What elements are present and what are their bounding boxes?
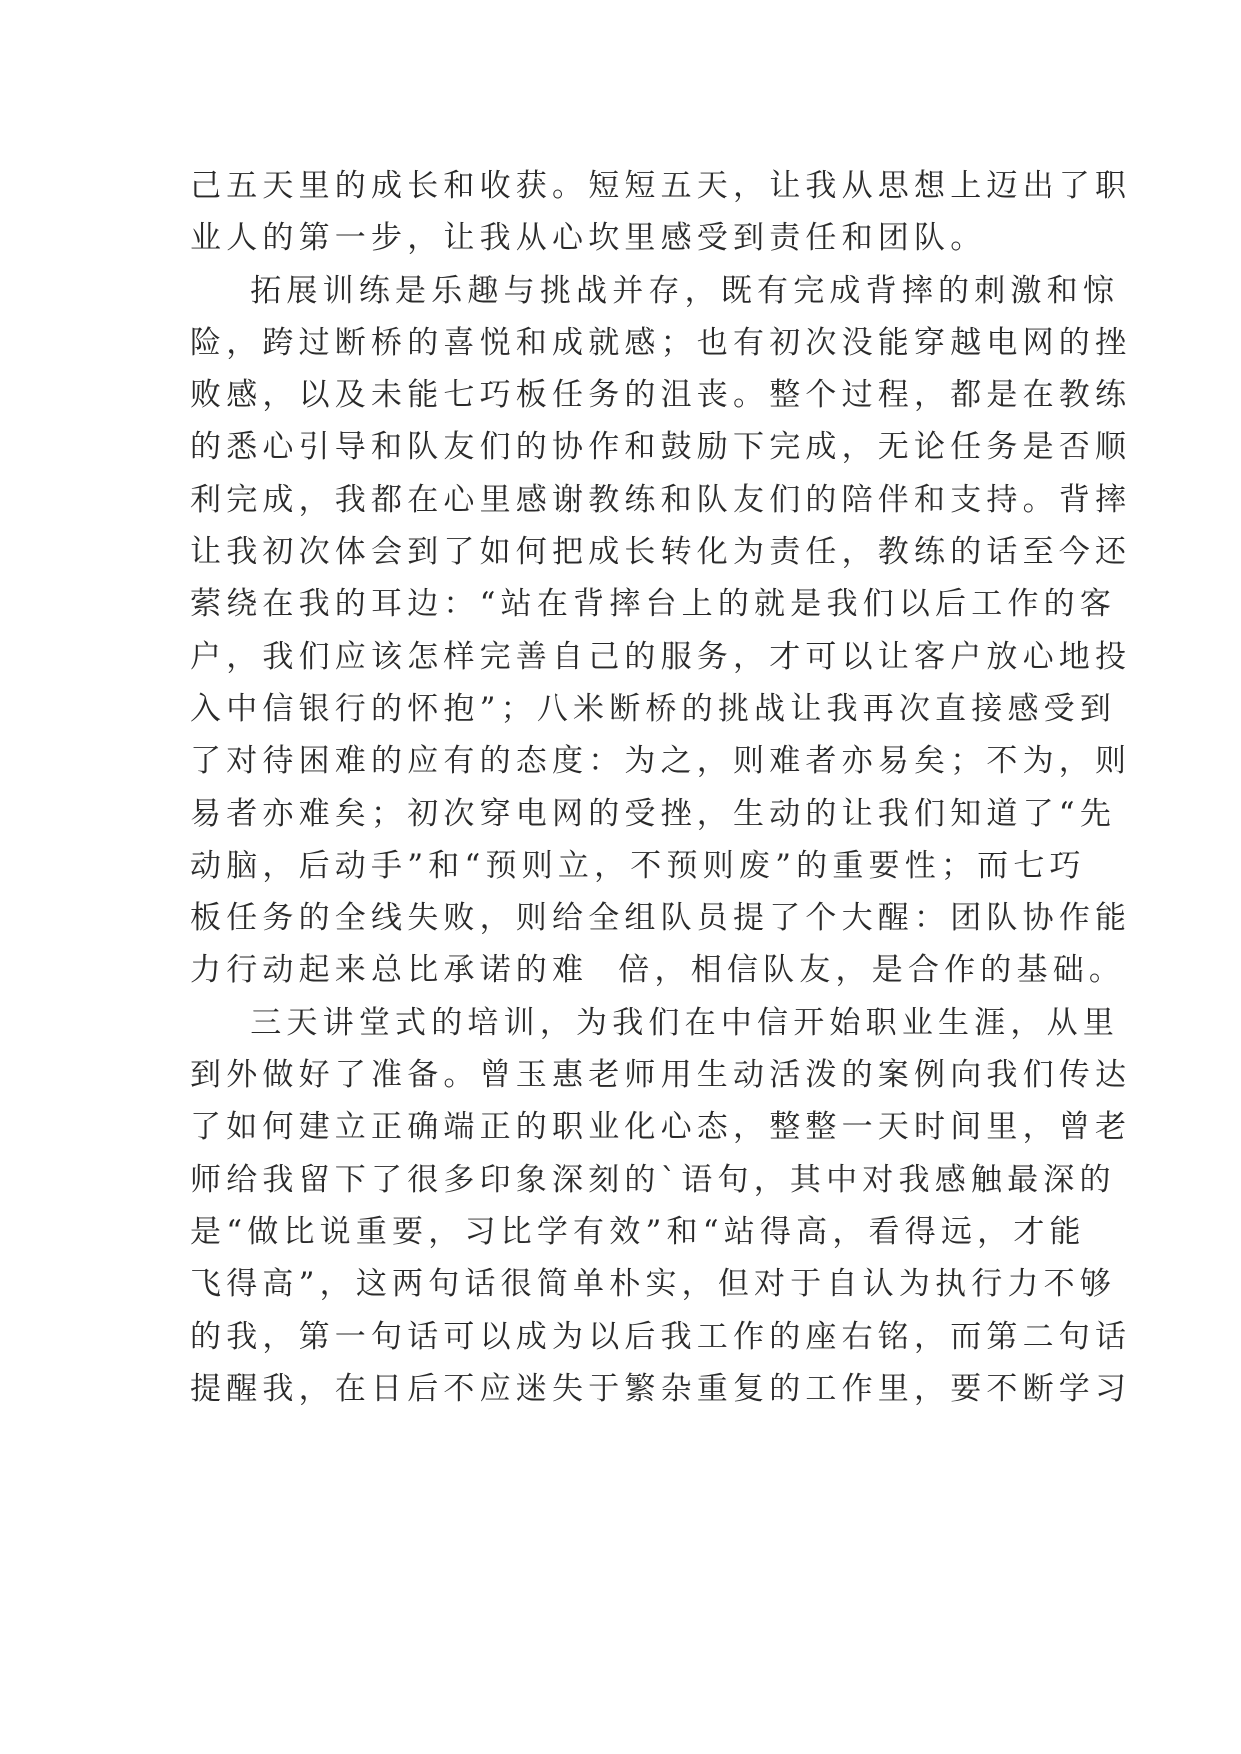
text-line: 险，跨过断桥的喜悦和成就感；也有初次没能穿越电网的挫 xyxy=(190,324,1132,361)
body-text xyxy=(190,160,1132,1415)
text-line: 业人的第一步，让我从心坎里感受到责任和团队。 xyxy=(190,220,987,257)
text-line: 的悉心引导和队友们的协作和鼓励下完成，无论任务是否顺 xyxy=(190,429,1132,466)
text-line: 的我，第一句话可以成为以后我工作的座右铭，而第二句话 xyxy=(190,1318,1132,1355)
text-line: 己五天里的成长和收获。短短五天，让我从思想上迈出了职 xyxy=(190,168,1132,204)
text-line: 让我初次体会到了如何把成长转化为责任，教练的话至今还 xyxy=(190,534,1132,571)
text-line: 了对待困难的应有的态度：为之，则难者亦易矣；不为，则 xyxy=(190,743,1132,780)
text-line: 板任务的全线失败，则给全组队员提了个大醒：团队协作能 xyxy=(190,900,1132,937)
text-line: 飞得高”，这两句话很简单朴实，但对于自认为执行力不够 xyxy=(190,1266,1117,1303)
text-line: 易者亦难矣；初次穿电网的受挫，生动的让我们知道了“先 xyxy=(190,795,1117,832)
text-line: 萦绕在我的耳边：“站在背摔台上的就是我们以后工作的客 xyxy=(190,586,1117,623)
text-line: 拓展训练是乐趣与挑战并存，既有完成背摔的刺激和惊 xyxy=(190,272,1120,309)
text-line: 师给我留下了很多印象深刻的`语句，其中对我感触最深的 xyxy=(190,1161,1116,1198)
text-line: 提醒我，在日后不应迷失于繁杂重复的工作里，要不断学习 xyxy=(190,1370,1132,1407)
text-line: 入中信银行的怀抱”；八米断桥的挑战让我再次直接感受到 xyxy=(190,690,1117,727)
text-line: 动脑，后动手”和“预则立，不预则废”的重要性；而七巧 xyxy=(190,847,1086,884)
text-line: 到外做好了准备。曾玉惠老师用生动活泼的案例向我们传达 xyxy=(190,1057,1132,1094)
text-line: 户，我们应该怎样完善自己的服务，才可以让客户放心地投 xyxy=(190,638,1132,675)
text-line: 力行动起来总比承诺的难 倍，相信队友，是合作的基础。 xyxy=(190,952,1126,989)
text-line: 了如何建立正确端正的职业化心态，整整一天时间里，曾老 xyxy=(190,1109,1132,1146)
text-line: 三天讲堂式的培训，为我们在中信开始职业生涯，从里 xyxy=(190,1004,1120,1041)
text-line: 是“做比说重要，习比学有效”和“站得高，看得远，才能 xyxy=(190,1213,1086,1250)
text-line: 利完成，我都在心里感谢教练和队友们的陪伴和支持。背摔 xyxy=(190,481,1132,518)
text-line: 败感，以及未能七巧板任务的沮丧。整个过程，都是在教练 xyxy=(190,377,1132,414)
